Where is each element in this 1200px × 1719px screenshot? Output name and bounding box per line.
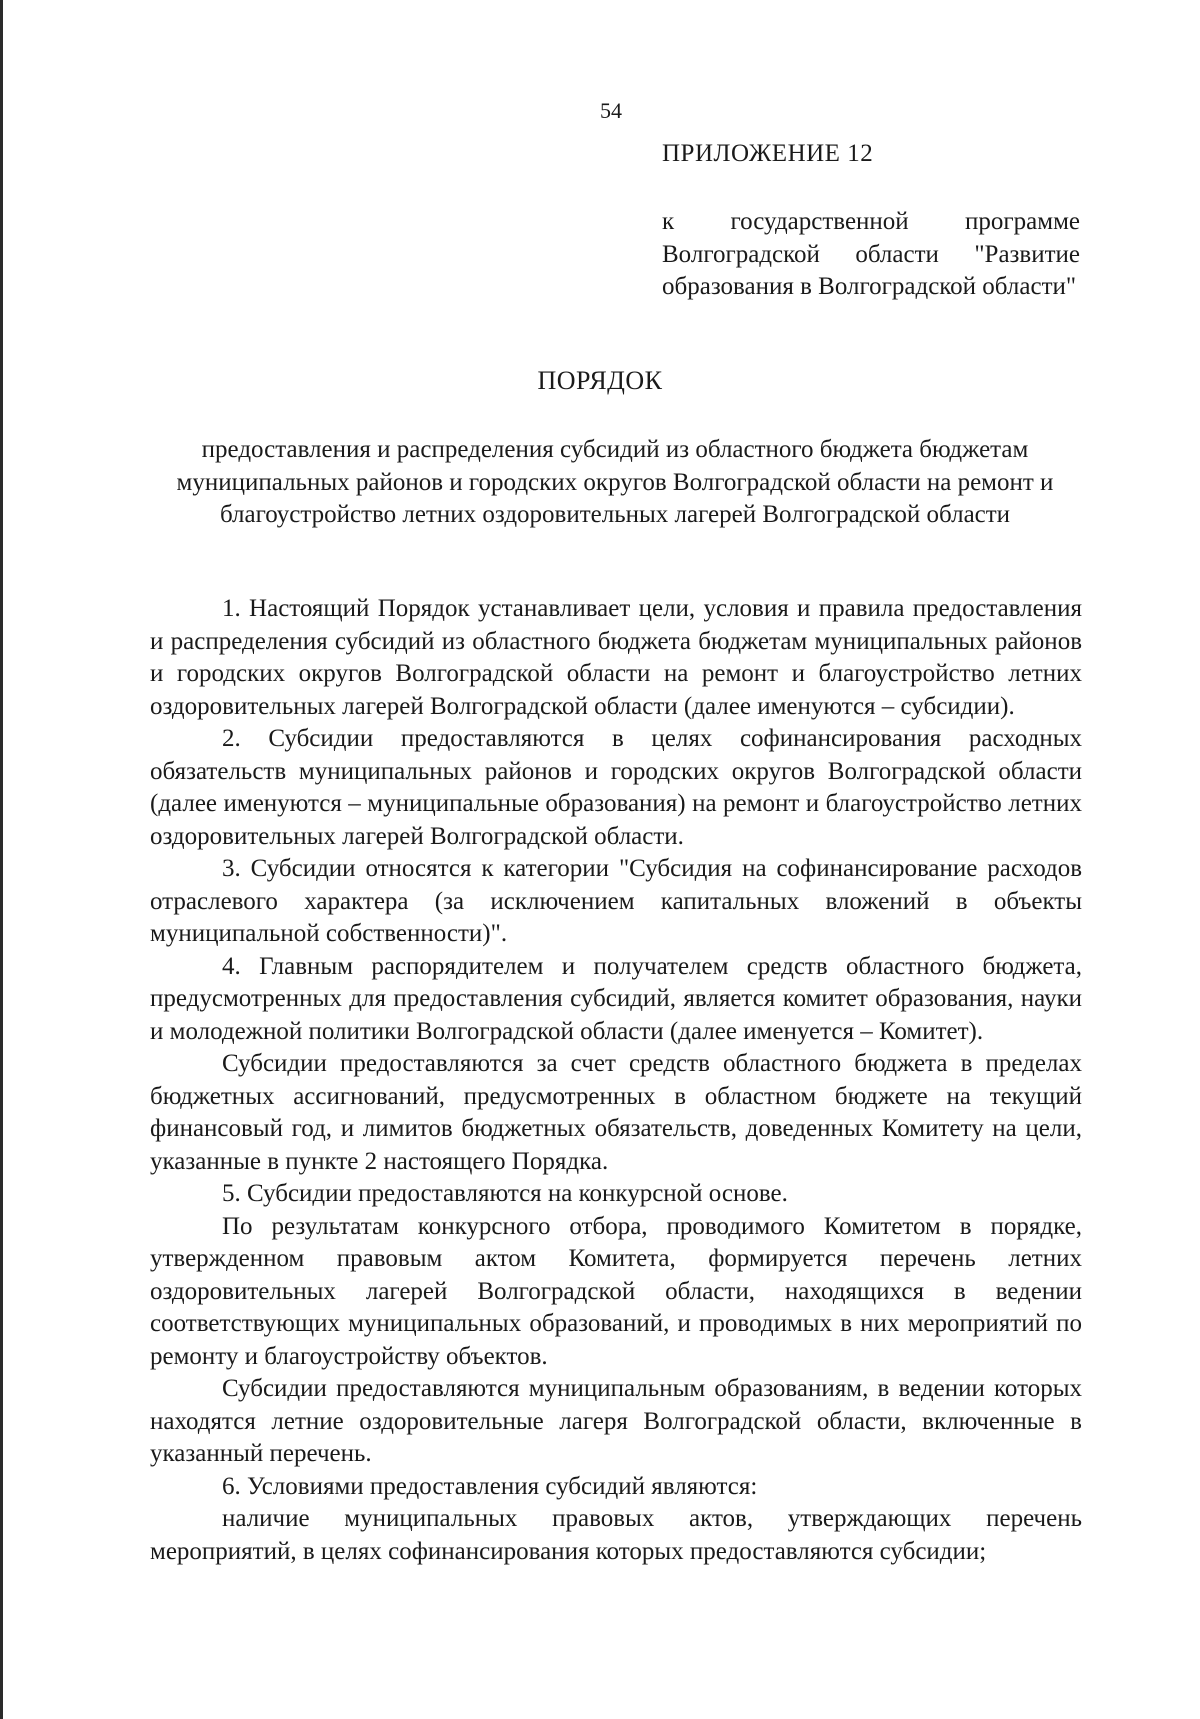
paragraph-6-condition: наличие муниципальных правовых актов, утверждающих перечень мероприятий, в целях софинансирования которых предоставляются субсидии; xyxy=(150,1505,1082,1565)
appendix-title: ПРИЛОЖЕНИЕ 12 xyxy=(662,140,874,167)
paragraph-5-selection: По результатам конкурсного отбора, проводимого Комитетом в порядке, утвержденном правовым актом Комитета, формируется перечень летних оздоровительных лагерей Волгоградской области, находящихся в ведении соответствующих муниципальных образований, и проводимых в них мероприятий по ремонту и благоустройству объектов. xyxy=(150,1212,1082,1370)
scan-page-edge xyxy=(0,0,3,1719)
paragraph-1: 1. Настоящий Порядок устанавливает цели, условия и правила предоставления и распределения субсидий из областного бюджета бюджетам муниципальных районов и городских округов Волгоградской области на ремонт и благоустройство летних оздоровительных лагерей Волгоградской области (далее именуются – субсидии). xyxy=(150,595,1082,720)
paragraph-4: 4. Главным распорядителем и получателем средств областного бюджета, предусмотренных для предоставления субсидий, является комитет образования, науки и молодежной политики Волгоградской области (далее именуется – Комитет). xyxy=(150,952,1082,1045)
document-title: ПОРЯДОК xyxy=(537,366,663,395)
paragraph-3: 3. Субсидии относятся к категории "Субсидия на софинансирование расходов отраслевого характера (за исключением капитальных вложений в объекты муниципальной собственности)". xyxy=(150,855,1082,947)
paragraph-4-funding: Субсидии предоставляются за счет средств областного бюджета в пределах бюджетных ассигнований, предусмотренных в областном бюджете на текущий финансовый год, и лимитов бюджетных обязательств, доведенных Комитету на цели, указанные в пункте 2 настоящего Порядка. xyxy=(150,1050,1082,1175)
paragraph-5: 5. Субсидии предоставляются на конкурсной основе. xyxy=(222,1180,788,1207)
document-subtitle: предоставления и распределения субсидий из областного бюджета бюджетам муниципальных районов и городских округов Волгоградской области на ремонт и благоустройство летних оздоровительных лагерей Волгоградской области xyxy=(176,436,1054,528)
paragraph-5-recipients: Субсидии предоставляются муниципальным образованиям, в ведении которых находятся летние оздоровительные лагеря Волгоградской области, включенные в указанный перечень. xyxy=(150,1375,1082,1467)
paragraph-2: 2. Субсидии предоставляются в целях софинансирования расходных обязательств муниципальных районов и городских округов Волгоградской области (далее именуются – муниципальные образования) на ремонт и благоустройство летних оздоровительных лагерей Волгоградской области. xyxy=(150,725,1082,850)
page-number: 54 xyxy=(600,98,622,123)
paragraph-6: 6. Условиями предоставления субсидий являются: xyxy=(222,1472,758,1500)
appendix-reference: к государственной программе Волгоградской области "Развитие образования в Волгоградской области" xyxy=(662,208,1080,300)
document-body xyxy=(150,593,1082,1568)
